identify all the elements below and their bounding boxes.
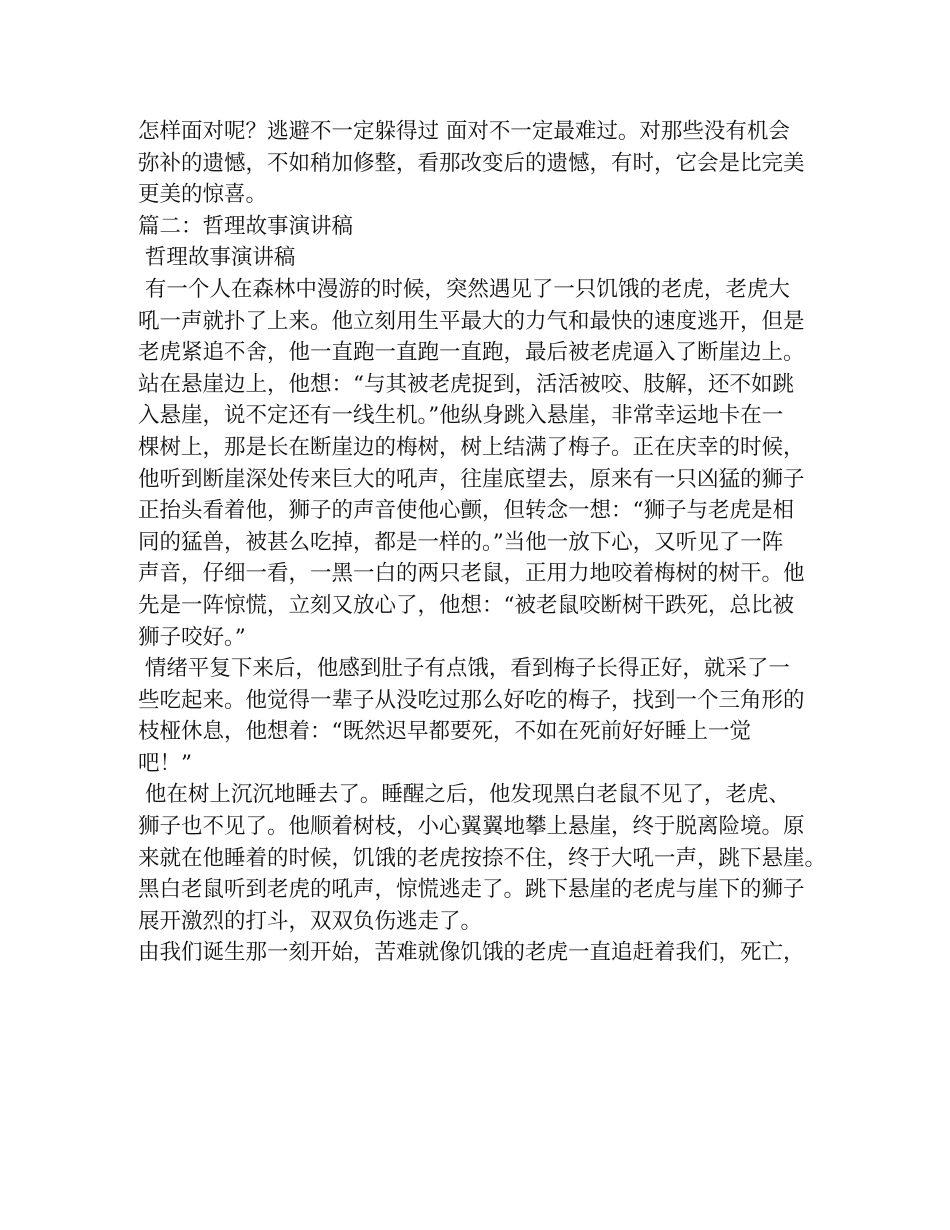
text-line: 枝桠休息，他想着：“既然迟早都要死，不如在死前好好睡上一觉 bbox=[138, 719, 751, 745]
text-line: 更美的惊喜。 bbox=[138, 182, 268, 208]
text-line: 弥补的遗憾，不如稍加修整，看那改变后的遗憾，有时，它会是比完美 bbox=[138, 150, 805, 176]
text-line: 吧！” bbox=[138, 750, 192, 776]
text-line: 他在树上沉沉地睡去了。睡醒之后，他发现黑白老鼠不见了，老虎、 bbox=[138, 782, 790, 808]
text-line: 棵树上，那是长在断崖边的梅树，树上结满了梅子。正在庆幸的时候， bbox=[138, 434, 805, 460]
text-line: 正抬头看着他，狮子的声音使他心颤，但转念一想：“狮子与老虎是相 bbox=[138, 498, 794, 524]
text-line: 来就在他睡着的时候，饥饿的老虎按捺不住，终于大吼一声，跳下悬崖。 bbox=[138, 845, 827, 871]
text-line: 些吃起来。他觉得一辈子从没吃过那么好吃的梅子，找到一个三角形的 bbox=[138, 687, 805, 713]
section-heading: 篇二：哲理故事演讲稿 bbox=[138, 213, 354, 239]
text-line: 狮子咬好。” bbox=[138, 624, 246, 650]
text-line: 怎样面对呢？逃避不一定躲得过 面对不一定最难过。对那些没有机会 bbox=[138, 119, 790, 144]
text-line: 黑白老鼠听到老虎的吼声，惊慌逃走了。跳下悬崖的老虎与崖下的狮子 bbox=[138, 877, 805, 903]
text-line: 先是一阵惊慌，立刻又放心了，他想：“被老鼠咬断树干跌死，总比被 bbox=[138, 592, 794, 618]
text-line: 站在悬崖边上，他想：“与其被老虎捉到，活活被咬、肢解，还不如跳 bbox=[138, 371, 794, 397]
text-line: 吼一声就扑了上来。他立刻用生平最大的力气和最快的速度逃开，但是 bbox=[138, 308, 805, 334]
text-line: 老虎紧追不舍，他一直跑一直跑一直跑，最后被老虎逼入了断崖边上。 bbox=[138, 340, 805, 366]
body-text bbox=[138, 116, 828, 969]
text-line: 入悬崖，说不定还有一线生机。”他纵身跳入悬崖，非常幸运地卡在一 bbox=[138, 403, 784, 429]
text-line: 情绪平复下来后，他感到肚子有点饿，看到梅子长得正好，就采了一 bbox=[138, 656, 790, 682]
text-line: 他听到断崖深处传来巨大的吼声，往崖底望去，原来有一只凶猛的狮子 bbox=[138, 466, 805, 492]
text-line: 狮子也不见了。他顺着树枝，小心翼翼地攀上悬崖，终于脱离险境。原 bbox=[138, 814, 805, 840]
text-line: 同的猛兽，被甚么吃掉，都是一样的。”当他一放下心，又听见了一阵 bbox=[138, 529, 784, 555]
text-line: 由我们诞生那一刻开始，苦难就像饥饿的老虎一直追赶着我们，死亡， bbox=[138, 940, 805, 966]
document-title: 哲理故事演讲稿 bbox=[138, 245, 296, 271]
text-line: 有一个人在森林中漫游的时候，突然遇见了一只饥饿的老虎，老虎大 bbox=[138, 276, 790, 302]
text-line: 展开激烈的打斗，双双负伤逃走了。 bbox=[138, 908, 483, 934]
text-line: 声音，仔细一看，一黑一白的两只老鼠，正用力地咬着梅树的树干。他 bbox=[138, 561, 805, 587]
